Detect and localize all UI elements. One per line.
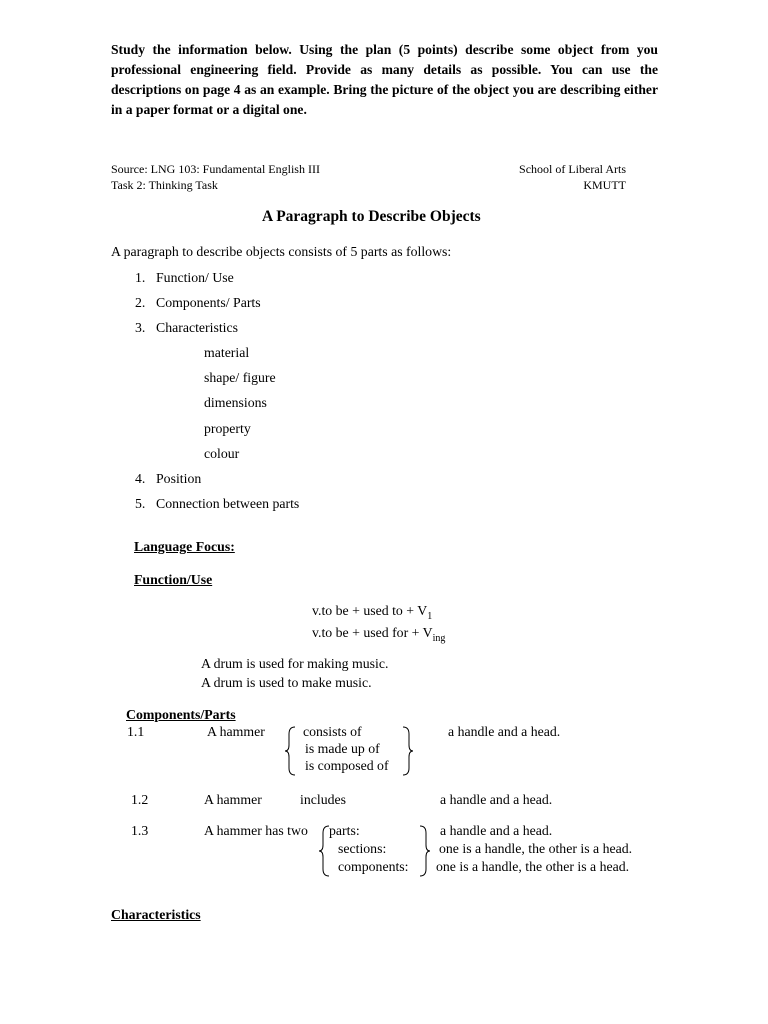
right-brace-icon bbox=[401, 726, 415, 776]
verb-option: is composed of bbox=[305, 758, 389, 773]
sub-item: dimensions bbox=[204, 395, 267, 410]
example-sentence: A drum is used for making music. bbox=[201, 656, 389, 671]
components-heading: Components/Parts bbox=[126, 707, 236, 722]
row-verb: includes bbox=[300, 792, 346, 807]
lead-paragraph: A paragraph to describe objects consists of 5 parts as follows: bbox=[111, 244, 452, 259]
noun-option: parts: bbox=[329, 823, 360, 838]
row-subject: A hammer bbox=[204, 792, 262, 807]
noun-option: sections: bbox=[338, 841, 387, 856]
noun-option: components: bbox=[338, 859, 409, 874]
row-subject: A hammer bbox=[207, 724, 265, 739]
row-object: one is a handle, the other is a head. bbox=[436, 859, 630, 874]
list-item-number: 4. bbox=[135, 471, 146, 486]
sub-item: material bbox=[204, 345, 250, 360]
list-item-number: 5. bbox=[135, 496, 146, 511]
header-source: Source: LNG 103: Fundamental English III bbox=[111, 162, 320, 176]
row-object: a handle and a head. bbox=[440, 792, 553, 807]
page-title: A Paragraph to Describe Objects bbox=[262, 208, 481, 225]
example-sentence: A drum is used to make music. bbox=[201, 675, 372, 690]
list-item: Position bbox=[156, 471, 202, 486]
sub-item: colour bbox=[204, 446, 240, 461]
left-brace-icon bbox=[284, 726, 298, 776]
list-item: Components/ Parts bbox=[156, 295, 261, 310]
right-brace-icon bbox=[418, 825, 432, 877]
row-number: 1.1 bbox=[127, 724, 145, 739]
row-number: 1.2 bbox=[131, 792, 149, 807]
row-object: a handle and a head. bbox=[448, 724, 561, 739]
header-uni: KMUTT bbox=[583, 178, 626, 192]
header-task: Task 2: Thinking Task bbox=[111, 178, 218, 192]
row-number: 1.3 bbox=[131, 823, 149, 838]
sub-item: property bbox=[204, 421, 251, 436]
header-school: School of Liberal Arts bbox=[519, 162, 626, 176]
list-item-number: 2. bbox=[135, 295, 146, 310]
verb-option: consists of bbox=[303, 724, 362, 739]
row-subject: A hammer has two bbox=[204, 823, 308, 838]
formula-used-for: v.to be + used for + $V_{ing}$ bbox=[312, 625, 446, 644]
list-item-number: 3. bbox=[135, 320, 146, 335]
list-item: Characteristics bbox=[156, 320, 238, 335]
characteristics-heading: Characteristics bbox=[111, 907, 201, 922]
function-use-heading: Function/Use bbox=[134, 572, 213, 587]
verb-option: is made up of bbox=[305, 741, 380, 756]
list-item-number: 1. bbox=[135, 270, 146, 285]
formula-used-to: v.to be + used to + $V_1$ bbox=[312, 603, 433, 622]
language-focus-heading: Language Focus: bbox=[134, 539, 235, 554]
intro-instructions: Study the information below. Using the plan (5 points) describe some object from you professional engineering field. Provide as many details as possible. You can use the descriptions on page 4 as an example. Bring the picture of the object you are describing either in a paper format or a digital one. bbox=[111, 42, 658, 117]
sub-item: shape/ figure bbox=[204, 370, 276, 385]
row-object: a handle and a head. bbox=[440, 823, 553, 838]
list-item: Connection between parts bbox=[156, 496, 300, 511]
list-item: Function/ Use bbox=[156, 270, 234, 285]
row-object: one is a handle, the other is a head. bbox=[439, 841, 633, 856]
